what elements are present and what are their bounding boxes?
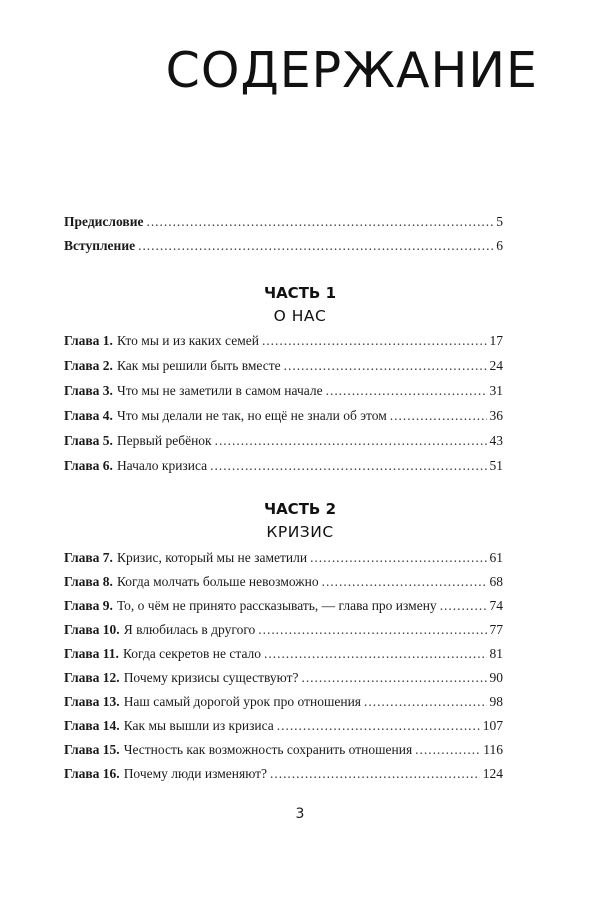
entry-page: 51: [489, 458, 503, 473]
leader-dots: [301, 670, 486, 686]
entry-page: 124: [482, 766, 503, 781]
entry-page: 68: [489, 574, 503, 589]
leader-dots: [258, 622, 486, 638]
entry-title: Как мы вышли из кризиса: [123, 718, 274, 733]
entry-title: Что мы делали не так, но ещё не знали об этом: [116, 408, 387, 423]
leader-dots: [440, 598, 487, 614]
leader-dots: [262, 333, 487, 349]
toc-entry-introduction[interactable]: [64, 238, 503, 260]
entry-page: 31: [489, 383, 503, 398]
entry-page: 81: [489, 646, 503, 661]
entry-label: Предисловие: [64, 214, 144, 229]
leader-dots: [284, 358, 487, 374]
entry-page: 61: [489, 550, 503, 565]
entry-label: Глава 11.: [64, 646, 119, 661]
toc-entry-preface[interactable]: [64, 214, 503, 236]
toc-entry-chapter-16[interactable]: [64, 766, 503, 788]
leader-dots: [310, 550, 486, 566]
leader-dots: [215, 433, 487, 449]
leader-dots: [364, 694, 486, 710]
entry-page: 74: [489, 598, 503, 613]
toc-entry-chapter-2[interactable]: [64, 358, 503, 380]
part-1-name: О НАС: [273, 307, 327, 325]
entry-title: Наш самый дорогой урок про отношения: [123, 694, 362, 709]
leader-dots: [322, 574, 487, 590]
leader-dots: [390, 408, 487, 424]
entry-title: Начало кризиса: [116, 458, 208, 473]
toc-entry-chapter-11[interactable]: [64, 646, 503, 668]
entry-page: 36: [489, 408, 503, 423]
toc-entry-chapter-6[interactable]: [64, 458, 503, 480]
toc-entry-chapter-13[interactable]: [64, 694, 503, 716]
entry-title: Кто мы и из каких семей: [116, 333, 259, 348]
leader-dots: [326, 383, 487, 399]
entry-title: Как мы решили быть вместе: [116, 358, 281, 373]
entry-page: 90: [489, 670, 503, 685]
entry-page: 98: [489, 694, 503, 709]
entry-title: Почему люди изменяют?: [123, 766, 268, 781]
toc-entry-chapter-12[interactable]: [64, 670, 503, 692]
toc-entry-chapter-3[interactable]: [64, 383, 503, 405]
entry-label: Вступление: [64, 238, 136, 253]
entry-label: Глава 1.: [64, 333, 113, 348]
entry-page: 6: [496, 238, 503, 253]
entry-page: 43: [489, 433, 503, 448]
entry-page: 24: [489, 358, 503, 373]
entry-title: Что мы не заметили в самом начале: [116, 383, 323, 398]
leader-dots: [415, 742, 480, 758]
entry-page: 77: [489, 622, 503, 637]
part-1-number: ЧАСТЬ 1: [263, 284, 337, 302]
entry-label: Глава 5.: [64, 433, 113, 448]
entry-title: Когда секретов не стало: [122, 646, 262, 661]
toc-entry-chapter-5[interactable]: [64, 433, 503, 455]
entry-label: Глава 6.: [64, 458, 113, 473]
entry-title: То, о чём не принято рассказывать, — глава про измену: [116, 598, 437, 613]
entry-label: Глава 14.: [64, 718, 120, 733]
page-number: 3: [295, 806, 305, 822]
entry-label: Глава 16.: [64, 766, 120, 781]
entry-label: Глава 3.: [64, 383, 113, 398]
toc-entry-chapter-9[interactable]: [64, 598, 503, 620]
leader-dots: [138, 238, 493, 254]
entry-page: 116: [483, 742, 503, 757]
leader-dots: [146, 214, 493, 230]
toc-entry-chapter-14[interactable]: [64, 718, 503, 740]
entry-title: Я влюбилась в другого: [123, 622, 256, 637]
entry-label: Глава 7.: [64, 550, 113, 565]
page-title: СОДЕРЖАНИЕ: [165, 42, 538, 99]
part-2-number: ЧАСТЬ 2: [263, 500, 337, 518]
toc-entry-chapter-7[interactable]: [64, 550, 503, 572]
entry-label: Глава 12.: [64, 670, 120, 685]
entry-title: Честность как возможность сохранить отношения: [123, 742, 413, 757]
entry-label: Глава 8.: [64, 574, 113, 589]
toc-entry-chapter-4[interactable]: [64, 408, 503, 430]
entry-label: Глава 9.: [64, 598, 113, 613]
entry-label: Глава 10.: [64, 622, 120, 637]
entry-page: 5: [496, 214, 503, 229]
toc-entry-chapter-15[interactable]: [64, 742, 503, 764]
toc-entry-chapter-8[interactable]: [64, 574, 503, 596]
leader-dots: [270, 766, 480, 782]
leader-dots: [264, 646, 486, 662]
leader-dots: [277, 718, 480, 734]
entry-title: Почему кризисы существуют?: [123, 670, 299, 685]
entry-title: Кризис, который мы не заметили: [116, 550, 308, 565]
entry-title: Когда молчать больше невозможно: [116, 574, 319, 589]
toc-entry-chapter-10[interactable]: [64, 622, 503, 644]
entry-label: Глава 13.: [64, 694, 120, 709]
part-2-name: КРИЗИС: [266, 523, 334, 541]
leader-dots: [210, 458, 486, 474]
entry-label: Глава 4.: [64, 408, 113, 423]
entry-page: 107: [482, 718, 503, 733]
toc-entry-chapter-1[interactable]: [64, 333, 503, 355]
entry-label: Глава 2.: [64, 358, 113, 373]
entry-label: Глава 15.: [64, 742, 120, 757]
entry-title: Первый ребёнок: [116, 433, 212, 448]
entry-page: 17: [489, 333, 503, 348]
